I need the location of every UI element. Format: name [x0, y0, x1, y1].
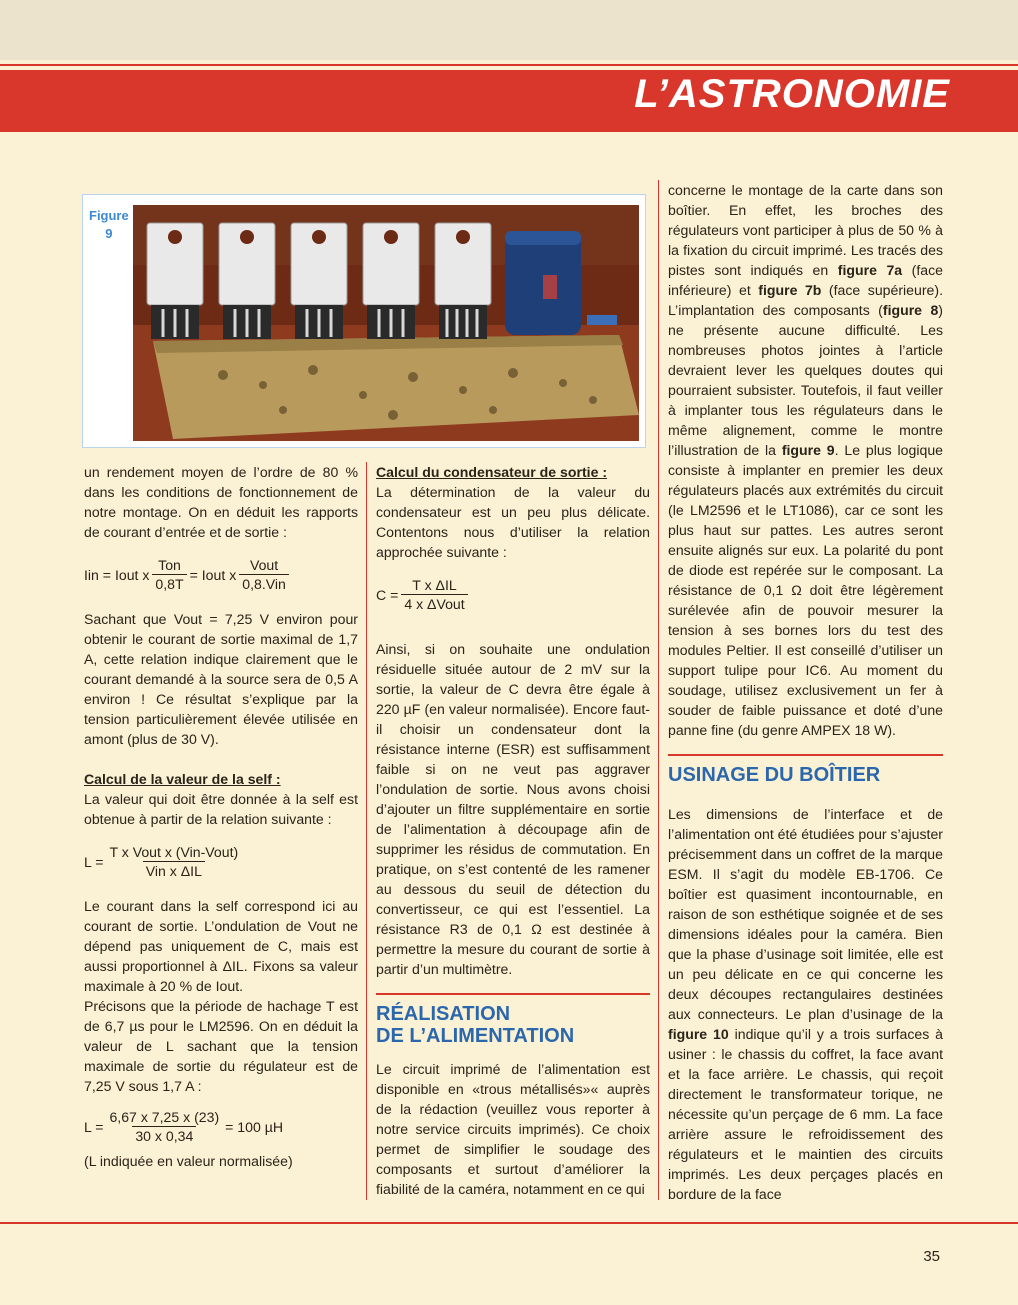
top-margin	[0, 0, 1018, 60]
col1-paragraph-2: Sachant que Vout = 7,25 V environ pour obtenir le courant de sortie maximal de 1,7 A, cette relation indique clairement que le courant demandé à la source sera de 0,5 A environ ! Ce résultat s’explique par la tension particulièrement élevée utilisée en amont (plus de 30 V).	[84, 611, 358, 747]
col1-paragraph-4: Le courant dans la self correspond ici au courant de sortie. L’ondulation de Vout ne dépend pas uniquement de C, mais est aussi proportionnel à ΔIL. Fixons sa valeur maximale à 20 % de Iout.	[84, 898, 358, 994]
formula-l-value: L = $\frac{6,67 x 7,25 x (23)}{30 x 0,34}$ = 100 µH	[84, 1109, 284, 1144]
col1-paragraph-1: un rendement moyen de l’ordre de 80 % dans les conditions de fonctionnement de notre montage. On en déduit les rapports de courant d’entrée et de sortie :	[84, 464, 358, 540]
fraction-c: $\frac{\text{T x ΔIL}}{\text{4 x ΔVout}}$	[401, 576, 467, 613]
formula-iin: Iin = Iout x $\frac{\text{Ton}}{0,8T}$ = Iout x $\frac{\text{Vout}}{\text{0,8.Vin}}$	[84, 556, 358, 593]
col2-paragraph-2: Ainsi, si on souhaite une ondulation résiduelle située autour de 2 mV sur la sortie, la valeur de C devra être égale à 220 µF (en valeur normalisée). Encore faut-il choisir un condensateur dont la résistance interne (ESR) est suffisamment faible si on ne veut pas aggraver l’ondulation de sortie. Nous avons choisi d’ajouter un filtre supplémentaire en sortie de l’alimentation à découpage afin de supprimer les résidus de commutation. En pratique, on s’est contenté de les ramener au dessous du seuil de détection du convertisseur, ce qui est l’essentiel. La résistance R3 de 0,1 Ω est destinée à permettre la mesure du courant de sortie à partir d’un multimètre.	[376, 641, 650, 977]
formula-c: C = $\frac{\text{T x ΔIL}}{\text{4 x ΔVout}}$	[376, 576, 650, 613]
figure-9-frame	[82, 194, 646, 448]
col3-paragraph-1: concerne le montage de la carte dans son boîtier. En effet, les broches des régulateurs vont participer à plus de 50 % à la fixation du circuit imprimé. Les tracés des pistes sont indiqués en figure 7a (face inférieure) et figure 7b (face supérieure). L’implantation des composants (figure 8) ne présente aucune difficulté. Les nombreuses photos jointes à l’article devraient lever les quelques doutes qui pourraient subsister. Toutefois, il faut veiller à implanter tous les régulateurs dans le même alignement, comme le montre l’illustration de la figure 9. Le plus logique consiste à implanter en premier les deux régulateurs placés aux extrémités du circuit (le LM2596 et le LT1086), car ce sont les plus haut sur pattes. Les autres seront ensuite alignés sur eux. La polarité du pont de diode est repérée sur le composant. La résistance de 0,1 Ω doit être légèrement surélevée afin de pouvoir mesurer la tension à ses bornes lors du test des modules Peltier. Il est conseillé d’utiliser un support tulipe pour IC6. Au moment du soudage, utilisez exclusivement un fer à souder de faible puissance et doté d’une panne fine (du genre AMPEX 18 W).	[668, 182, 944, 738]
ref-figure-10: figure 10	[668, 1026, 729, 1042]
column-2	[376, 462, 650, 1199]
ref-figure-9: figure 9	[781, 442, 835, 458]
fraction-l-value: $\frac{6,67 x 7,25 x (23)}{30 x 0,34}$	[109, 1109, 220, 1144]
fraction-vout: $\frac{\text{Vout}}{\text{0,8.Vin}}$	[239, 556, 289, 593]
col1-paragraph-3: La valeur qui doit être donnée à la self est obtenue à partir de la relation suivante :	[84, 791, 358, 827]
formula-l: L = $\frac{\text{T x Vout x (Vin-Vout)}}{\text{Vin x ΔIL}}$	[84, 843, 358, 880]
heading-realisation: RÉALISATION DE L’ALIMENTATION	[376, 993, 650, 1047]
col2-paragraph-3: Le circuit imprimé de l’alimentation est disponible en «trous métallisés»« auprès de la rédaction (veuillez vous reporter à notre service circuits imprimés). Ce choix permet de simplifier le soudage des composants et surtout d’améliorer la fiabilité de la caméra, notamment en ce qui	[376, 1061, 650, 1197]
ref-figure-7b: figure 7b	[758, 282, 822, 298]
section-title: L’ASTRONOMIE	[634, 72, 950, 116]
subheading-self: Calcul de la valeur de la self :	[84, 771, 281, 787]
page-number: 35	[923, 1248, 940, 1265]
figure-9-photo	[133, 205, 639, 441]
col2-paragraph-1: La détermination de la valeur du condensateur est un peu plus délicate. Contentons nous d’utiliser la relation approchée suivante :	[376, 484, 650, 560]
heading-usinage: USINAGE DU BOÎTIER	[668, 754, 943, 786]
footer-rule	[0, 1222, 1018, 1224]
column-3	[668, 180, 943, 1204]
ref-figure-7a: figure 7a	[837, 262, 903, 278]
col1-paragraph-5: Précisons que la période de hachage T est de 6,7 µs pour le LM2596. On en déduit la valeur de L sachant que la tension maximale de sortie du régulateur est de 7,25 V sous 1,7 A :	[84, 998, 358, 1094]
ref-figure-8: figure 8	[882, 302, 939, 318]
fraction-ton: $\frac{\text{Ton}}{0,8T}$	[152, 556, 186, 593]
fraction-l: $\frac{\text{T x Vout x (Vin-Vout)}}{\text{Vin x ΔIL}}$	[109, 844, 239, 879]
column-1	[84, 462, 358, 1171]
figure-label: Figure 9	[89, 208, 129, 241]
subheading-condensateur: Calcul du condensateur de sortie :	[376, 464, 608, 480]
column-rule-2	[658, 180, 659, 1200]
header-rule	[0, 64, 1018, 66]
col3-paragraph-2: Les dimensions de l’interface et de l’alimentation ont été étudiées pour s’ajuster précisemment dans un coffret de la marque ESM. Il s’agit du modèle EB-1706. Ce boîtier est quasiment incontournable, en raison de son esthétique soignée et de ses dimensions idéales pour la caméra. Bien que la phase d’usinage soit limitée, elle est un peu délicate en ce qui concerne les deux découpes rectangulaires destinées aux connecteurs. Le plan d’usinage de la figure 10 indique qu’il y a trois surfaces à usiner : le chassis du coffret, la face avant et la face arrière. Le chassis, qui reçoit directement le transformateur torique, ne nécessite qu’un perçage de 6 mm. La face arrière assure le refroidissement des régulateurs et le maintien des circuits imprimés. Les deux perçages placés en bordure de la face	[668, 806, 943, 1202]
col1-paragraph-6: (L indiquée en valeur normalisée)	[84, 1153, 293, 1169]
column-rule-1	[366, 462, 367, 1200]
